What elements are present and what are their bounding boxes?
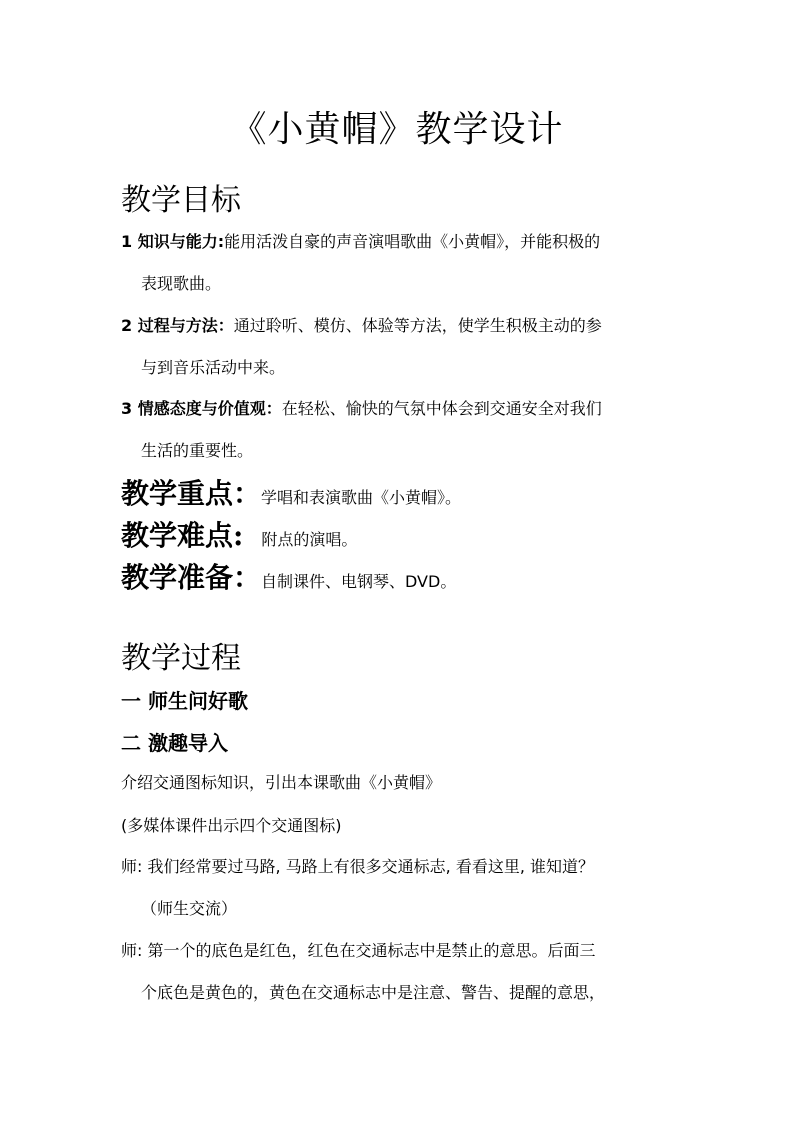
process-step-1: 一 师生问好歌 — [121, 689, 248, 713]
process-line: 师: 我们经常要过马路, 马路上有很多交通标志, 看看这里, 谁知道？ — [121, 857, 594, 876]
objective-label: 1 知识与能力: — [121, 232, 225, 251]
objective-label: 3 情感态度与价值观： — [121, 399, 282, 418]
key-point-value: 学唱和表演歌曲《小黄帽》。 — [261, 488, 462, 507]
objective-item-2 — [121, 316, 681, 336]
preparation-row — [121, 560, 456, 600]
process-line: 师: 第一个的底色是红色，红色在交通标志中是禁止的意思。后面三 — [121, 941, 596, 960]
preparation-value: 自制课件、电钢琴、DVD。 — [261, 572, 457, 591]
preparation-label: 教学准备： — [121, 561, 262, 594]
objective-item-1 — [121, 232, 681, 252]
process-line: （师生交流） — [141, 899, 238, 918]
objective-label: 2 过程与方法： — [121, 316, 234, 335]
objective-item-1-continued: 表现歌曲。 — [141, 274, 222, 293]
process-step-2: 二 激趣导入 — [121, 731, 228, 755]
objectives-heading: 教学目标 — [121, 183, 241, 218]
difficulty-value: 附点的演唱。 — [261, 530, 358, 549]
process-heading: 教学过程 — [121, 641, 241, 676]
objective-item-3 — [121, 399, 681, 419]
process-line: 个底色是黄色的，黄色在交通标志中是注意、警告、提醒的意思， — [141, 983, 606, 1002]
difficulty-row — [121, 518, 357, 558]
page-title: 《小黄帽》教学设计 — [230, 109, 564, 150]
objective-text: 通过聆听、模仿、体验等方法，使学生积极主动的参 — [233, 316, 602, 335]
difficulty-label: 教学难点: — [121, 519, 244, 552]
objective-text: 在轻松、愉快的气氛中体会到交通安全对我们 — [281, 399, 602, 418]
key-point-row — [121, 476, 461, 516]
key-point-label: 教学重点： — [121, 477, 262, 510]
objective-text: 能用活泼自豪的声音演唱歌曲《小黄帽》，并能积极的 — [224, 232, 601, 251]
objective-item-3-continued: 生活的重要性。 — [141, 441, 254, 460]
objective-item-2-continued: 与到音乐活动中来。 — [141, 358, 286, 377]
process-line: 介绍交通图标知识，引出本课歌曲《小黄帽》 — [121, 773, 442, 792]
process-line: (多媒体课件出示四个交通图标) — [121, 816, 342, 835]
